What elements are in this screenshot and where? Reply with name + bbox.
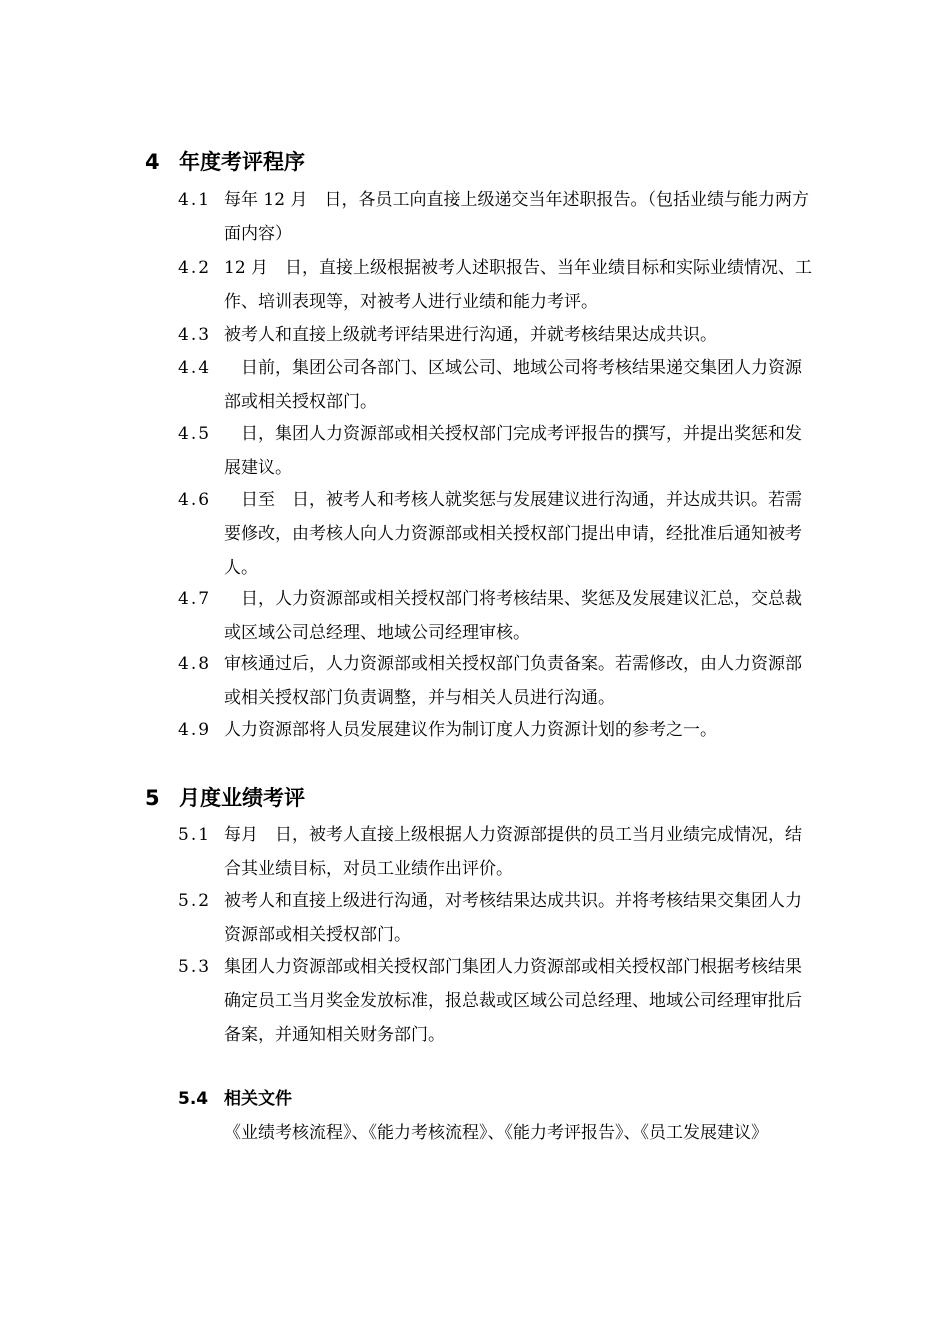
section-4-heading xyxy=(145,148,305,176)
list-item-4-3 xyxy=(178,318,818,352)
item-number: 5.2 xyxy=(178,891,212,911)
related-files-list: 《业绩考核流程》、《能力考核流程》、《能力考评报告》、《员工发展建议》 xyxy=(224,1123,768,1143)
section-number: 4 xyxy=(145,150,160,174)
list-item-4-4 xyxy=(178,351,818,419)
item-number: 4.7 xyxy=(178,589,212,609)
item-number: 5.3 xyxy=(178,957,212,977)
related-files-title: 相关文件 xyxy=(224,1089,292,1109)
item-number: 4.1 xyxy=(178,190,212,210)
section-5-heading xyxy=(145,784,305,812)
item-number: 5.4 xyxy=(178,1089,209,1109)
item-text: 日至 日，被考人和考核人就奖惩与发展建议进行沟通，并达成共识。若需要修改，由考核人向人力资源部或相关授权部门提出申请，经批准后通知被考人。 xyxy=(224,490,802,578)
item-number: 4.8 xyxy=(178,654,212,674)
item-number: 4.5 xyxy=(178,424,212,444)
item-text: 每月 日，被考人直接上级根据人力资源部提供的员工当月业绩完成情况，结合其业绩目标，对员工业绩作出评价。 xyxy=(224,825,802,879)
list-item-4-6 xyxy=(178,483,818,585)
item-text: 每年 12 月 日，各员工向直接上级递交当年述职报告。（包括业绩与能力两方面内容） xyxy=(224,190,809,244)
list-item-5-3 xyxy=(178,950,818,1052)
item-text: 人力资源部将人员发展建议作为制订度人力资源计划的参考之一。 xyxy=(224,720,717,740)
item-text: 日，集团人力资源部或相关授权部门完成考评报告的撰写，并提出奖惩和发展建议。 xyxy=(224,424,802,478)
list-item-4-9 xyxy=(178,713,818,747)
item-number: 4.6 xyxy=(178,490,212,510)
item-text: 被考人和直接上级进行沟通，对考核结果达成共识。并将考核结果交集团人力资源部或相关授权部门。 xyxy=(224,891,802,945)
item-text: 被考人和直接上级就考评结果进行沟通，并就考核结果达成共识。 xyxy=(224,325,717,345)
item-text: 集团人力资源部或相关授权部门集团人力资源部或相关授权部门根据考核结果确定员工当月奖金发放标准，报总裁或区域公司总经理、地域公司经理审批后备案，并通知相关财务部门。 xyxy=(224,957,802,1045)
section-title: 月度业绩考评 xyxy=(179,786,305,810)
section-title: 年度考评程序 xyxy=(179,150,305,174)
item-text: 12 月 日，直接上级根据被考人述职报告、当年业绩目标和实际业绩情况、工作、培训表现等，对被考人进行业绩和能力考评。 xyxy=(224,258,813,312)
item-number: 4.9 xyxy=(178,720,212,740)
item-text: 审核通过后，人力资源部或相关授权部门负责备案。若需修改，由人力资源部或相关授权部门负责调整，并与相关人员进行沟通。 xyxy=(224,654,802,708)
list-item-4-7 xyxy=(178,582,818,650)
list-item-5-1 xyxy=(178,818,818,886)
item-number: 5.1 xyxy=(178,825,212,845)
list-item-4-1 xyxy=(178,183,818,251)
item-number: 4.4 xyxy=(178,358,212,378)
list-item-4-8 xyxy=(178,647,818,715)
item-number: 4.2 xyxy=(178,258,212,278)
item-text: 日，人力资源部或相关授权部门将考核结果、奖惩及发展建议汇总，交总裁或区域公司总经理、地域公司经理审核。 xyxy=(224,589,802,643)
related-files-heading xyxy=(178,1082,292,1116)
item-text: 日前，集团公司各部门、区域公司、地域公司将考核结果递交集团人力资源部或相关授权部门。 xyxy=(224,358,802,412)
list-item-4-5 xyxy=(178,417,818,485)
item-number: 4.3 xyxy=(178,325,212,345)
list-item-5-2 xyxy=(178,884,818,952)
list-item-4-2 xyxy=(178,251,818,319)
section-number: 5 xyxy=(145,786,160,810)
